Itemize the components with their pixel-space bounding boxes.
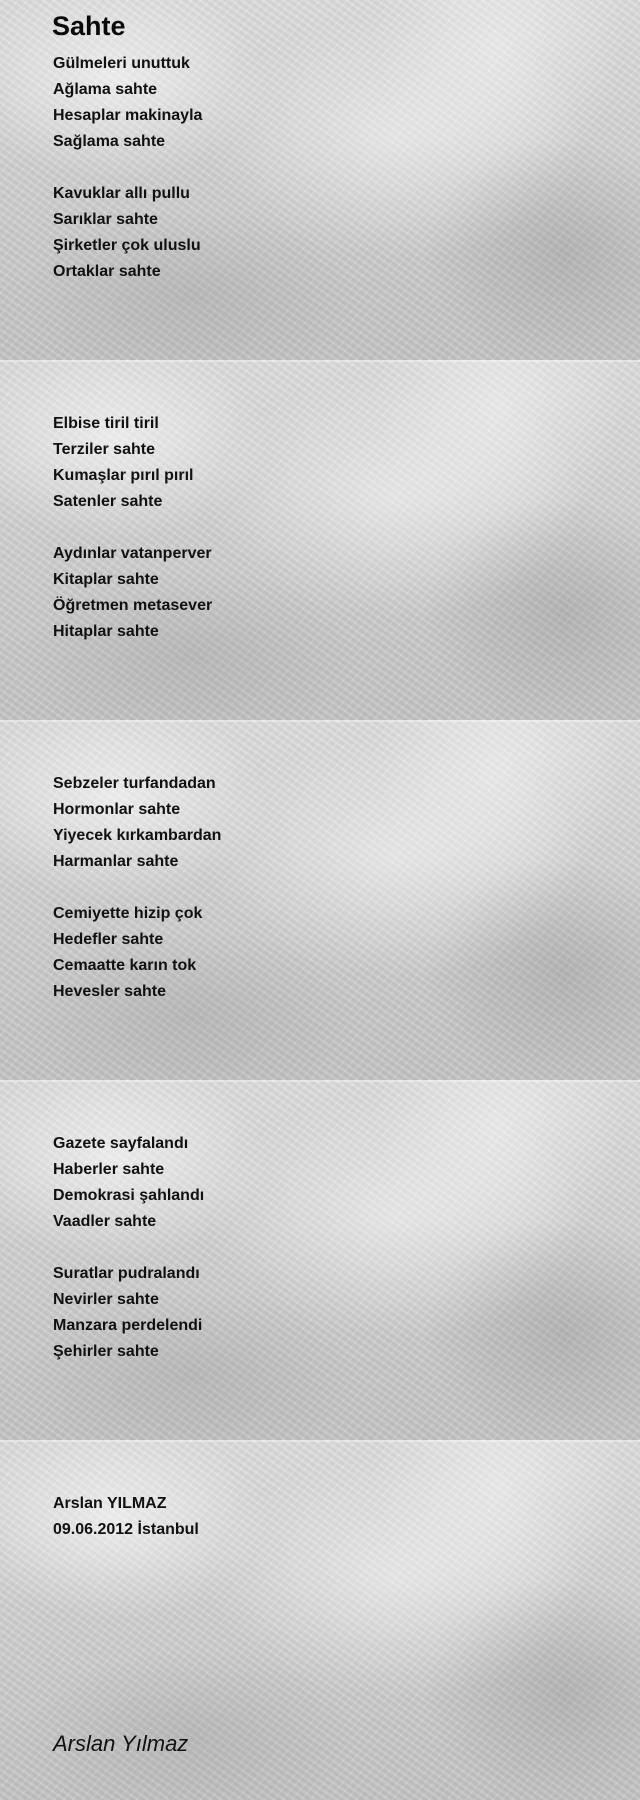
verse-line: Hesaplar makinayla: [53, 107, 203, 124]
stanza: [53, 51, 202, 155]
author-signature: Arslan Yılmaz: [53, 1731, 189, 1756]
poem-title: Sahte: [52, 11, 126, 41]
verse-line: Kavuklar allı pullu: [53, 185, 190, 202]
poem-panel-2: [0, 360, 640, 720]
poem-panel-3: [0, 720, 640, 1080]
verse-line: Hitaplar sahte: [53, 623, 159, 640]
poem-panel-1: [0, 0, 640, 360]
stanza: [53, 541, 212, 645]
verse-line: Şirketler çok uluslu: [53, 237, 201, 254]
stanza: [53, 771, 221, 875]
verse-line: Satenler sahte: [53, 493, 163, 510]
verse-line: Şehirler sahte: [53, 1343, 159, 1360]
verse-line: Demokrasi şahlandı: [53, 1187, 205, 1204]
stanza: [53, 901, 202, 1005]
verse-line: Sebzeler turfandadan: [53, 775, 216, 792]
verse-line: Sağlama sahte: [53, 133, 166, 150]
verse-line: Hedefler sahte: [53, 931, 164, 948]
verse-line: Ortaklar sahte: [53, 263, 161, 280]
stanza: [53, 1131, 204, 1235]
stanza: [53, 1261, 202, 1365]
verse-line: Kitaplar sahte: [53, 571, 159, 588]
verse-line: Öğretmen metasever: [53, 597, 213, 614]
verse-line: Aydınlar vatanperver: [53, 545, 212, 562]
verse-line: Manzara perdelendi: [53, 1317, 203, 1334]
verse-line: Sarıklar sahte: [53, 211, 158, 228]
poem-panel-4: [0, 1080, 640, 1440]
verse-line: Haberler sahte: [53, 1161, 165, 1178]
verse-line: Cemiyette hizip çok: [53, 905, 203, 922]
poem-panel-5: [0, 1440, 640, 1800]
stanza: [53, 411, 193, 515]
verse-line: Harmanlar sahte: [53, 853, 179, 870]
author-name: Arslan YILMAZ: [53, 1495, 167, 1512]
verse-line: Vaadler sahte: [53, 1213, 157, 1230]
verse-line: Gazete sayfalandı: [53, 1135, 189, 1152]
verse-line: Terziler sahte: [53, 441, 155, 458]
verse-line: Ağlama sahte: [53, 81, 158, 98]
verse-line: Cemaatte karın tok: [53, 957, 197, 974]
verse-line: Kumaşlar pırıl pırıl: [53, 467, 194, 484]
verse-line: Suratlar pudralandı: [53, 1265, 200, 1282]
verse-line: Elbise tiril tiril: [53, 415, 159, 432]
verse-line: Hevesler sahte: [53, 983, 166, 1000]
author-block: [53, 1491, 199, 1543]
poem-date-place: 09.06.2012 İstanbul: [53, 1521, 199, 1538]
stanza: [53, 181, 201, 285]
verse-line: Nevirler sahte: [53, 1291, 159, 1308]
verse-line: Yiyecek kırkambardan: [53, 827, 222, 844]
verse-line: Hormonlar sahte: [53, 801, 181, 818]
verse-line: Gülmeleri unuttuk: [53, 55, 190, 72]
